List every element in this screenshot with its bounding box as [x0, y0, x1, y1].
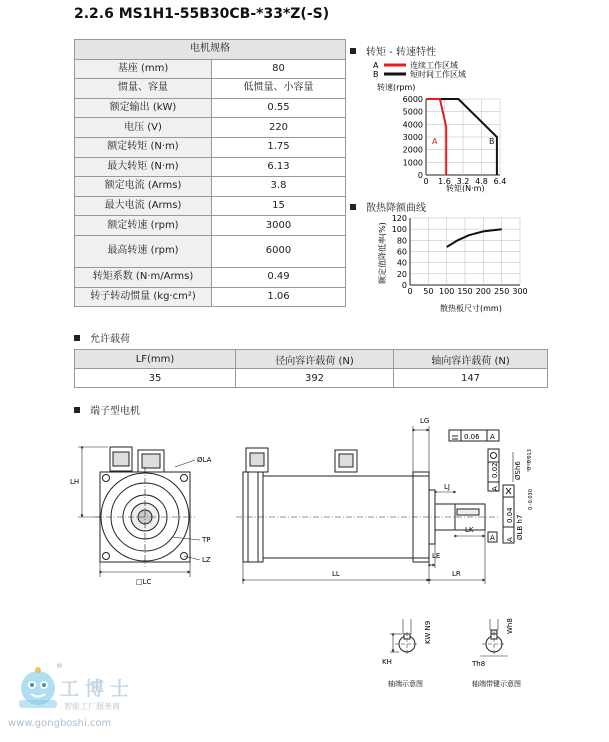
y-tick-label: 0	[417, 171, 423, 180]
y-tick-label: 2000	[402, 145, 423, 155]
side-view	[236, 426, 528, 584]
y-tick-label: 40	[396, 258, 407, 268]
legend-text-b: 短时间工作区域	[410, 70, 466, 79]
dim-w: Wh8	[506, 618, 514, 634]
logo-url: www.gongboshi.com	[8, 718, 112, 729]
table-row: 基座 (mm) 80	[75, 59, 346, 79]
drawing-heading: 端子型电机	[74, 402, 140, 417]
dim-th8: Th8	[472, 660, 486, 668]
logo-slogan: 智能工厂服务商	[64, 702, 120, 711]
region-label-b: B	[489, 137, 495, 146]
y-tick-label: 4000	[402, 120, 423, 130]
y-tick-label: 20	[396, 269, 407, 279]
spec-header: 电机规格	[75, 40, 346, 60]
y-tick-label: 0	[401, 281, 407, 290]
caption-shaft-key: 轴端带键示意图	[472, 680, 521, 688]
table-row: 35 392 147	[75, 369, 548, 388]
shaft-detail-left	[390, 619, 419, 656]
column-header: 径向容许载荷 (N)	[236, 350, 394, 369]
table-row: 转矩系数 (N·m/Arms) 0.49	[75, 267, 346, 287]
dim-lg: LG	[420, 417, 430, 425]
shaft-detail-right	[480, 619, 508, 656]
load-heading: 允许载荷	[74, 330, 130, 345]
x-tick-labels	[407, 287, 527, 296]
load-table	[74, 349, 548, 388]
x-axis-label: 转矩(N·m)	[446, 184, 485, 193]
y-tick-label: 6000	[402, 95, 423, 104]
tol-concentricity: 0.02	[491, 462, 499, 478]
region-label-a: A	[432, 137, 438, 146]
dim-lb-tol: 0 -0.030	[528, 489, 534, 510]
x-tick-label: 250	[494, 287, 510, 296]
tol-flatness: 0.06	[464, 433, 480, 441]
bullet-icon	[350, 48, 356, 54]
x-tick-label: 4.8	[475, 177, 488, 186]
torque-chart	[360, 57, 560, 197]
dim-lz: LZ	[202, 556, 211, 564]
brand-logo	[8, 662, 148, 740]
heat-chart	[360, 212, 560, 317]
derating-line	[447, 229, 502, 247]
table-row: 额定电流 (Arms) 3.8	[75, 177, 346, 197]
bullet-icon	[74, 335, 80, 341]
y-tick-labels	[403, 95, 423, 180]
dim-tp: TP	[202, 536, 211, 544]
dim-lh: LH	[70, 478, 80, 486]
x-axis-label: 散热板尺寸(mm)	[440, 304, 502, 313]
y-tick-label: 120	[391, 214, 407, 223]
y-tick-label: 60	[396, 247, 407, 257]
dim-lb: ØLB h7	[516, 514, 524, 540]
tol-flatness-ref: A	[490, 433, 495, 441]
robot-mascot-icon	[14, 664, 64, 714]
dim-la: ØLA	[197, 456, 212, 464]
dim-lk: LK	[465, 526, 474, 534]
dim-s-tol: 0 -0.013	[527, 449, 533, 470]
column-header: 轴向容许载荷 (N)	[394, 350, 548, 369]
logo-brand: 工博士	[60, 678, 136, 700]
y-axis-label: 额定值降低率(%)	[378, 222, 387, 284]
column-header: LF(mm)	[75, 350, 236, 369]
x-tick-label: 200	[475, 287, 491, 296]
chart-grid	[410, 218, 520, 285]
table-row: 额定转速 (rpm) 3000	[75, 216, 346, 236]
legend-key-b: B	[373, 70, 379, 79]
tol-concentricity-ref: A	[491, 486, 499, 491]
table-row: 最大电流 (Arms) 15	[75, 196, 346, 216]
bullet-icon	[350, 204, 356, 210]
y-tick-label: 3000	[402, 133, 423, 142]
front-view	[78, 447, 200, 577]
legend-key-a: A	[373, 61, 379, 70]
y-tick-label: 1000	[402, 158, 423, 168]
y-tick-labels	[392, 214, 407, 290]
torque-chart-heading: 转矩 - 转速特性	[350, 43, 436, 58]
x-tick-label: 300	[512, 287, 528, 296]
x-tick-label: 0	[407, 287, 413, 296]
y-axis-label: 转速(rpm)	[377, 83, 416, 92]
table-row: 转子转动惯量 (kg·cm²) 1.06	[75, 287, 346, 307]
table-row: 额定输出 (kW) 0.55	[75, 98, 346, 118]
tol-runout: 0.04	[506, 507, 514, 523]
dim-lr: LR	[452, 570, 461, 578]
table-row: 电压 (V) 220	[75, 118, 346, 138]
x-tick-label: 0	[423, 177, 429, 186]
x-tick-label: 100	[439, 287, 455, 296]
dim-ll: LL	[332, 570, 340, 578]
table-row: 最高转速 (rpm) 6000	[75, 235, 346, 267]
x-tick-label: 150	[457, 287, 473, 296]
y-tick-label: 80	[396, 236, 407, 246]
datum-a: A	[490, 534, 495, 542]
table-row: 最大转矩 (N·m) 6.13	[75, 157, 346, 177]
page-title: 2.2.6 MS1H1-55B30CB-*33*Z(-S)	[74, 6, 330, 22]
x-tick-label: 6.4	[493, 177, 507, 186]
spec-table	[74, 39, 346, 307]
tol-runout-ref: A	[506, 537, 514, 542]
y-tick-label: 5000	[402, 107, 423, 117]
dim-le: LE	[432, 552, 441, 560]
table-header-row	[75, 350, 548, 369]
caption-shaft: 轴端示意图	[388, 680, 423, 688]
dim-kw: KW N9	[424, 620, 432, 644]
x-tick-label: 3.2	[456, 177, 470, 186]
logo-registered: ®	[56, 662, 63, 670]
x-tick-label: 50	[423, 287, 434, 296]
heat-chart-heading: 散热降额曲线	[350, 199, 426, 214]
x-tick-label: 1.6	[438, 177, 451, 186]
motor-drawing	[60, 412, 550, 694]
table-row: 惯量、容量 低惯量、小容量	[75, 79, 346, 99]
dim-lj: LJ	[444, 483, 450, 491]
dim-kh: KH	[382, 658, 392, 666]
dim-s: ØSh6	[514, 461, 522, 480]
dim-lc: □LC	[136, 578, 152, 586]
legend-text-a: 连续工作区域	[410, 61, 458, 70]
table-row: 额定转矩 (N·m) 1.75	[75, 137, 346, 157]
y-tick-label: 100	[391, 225, 407, 235]
